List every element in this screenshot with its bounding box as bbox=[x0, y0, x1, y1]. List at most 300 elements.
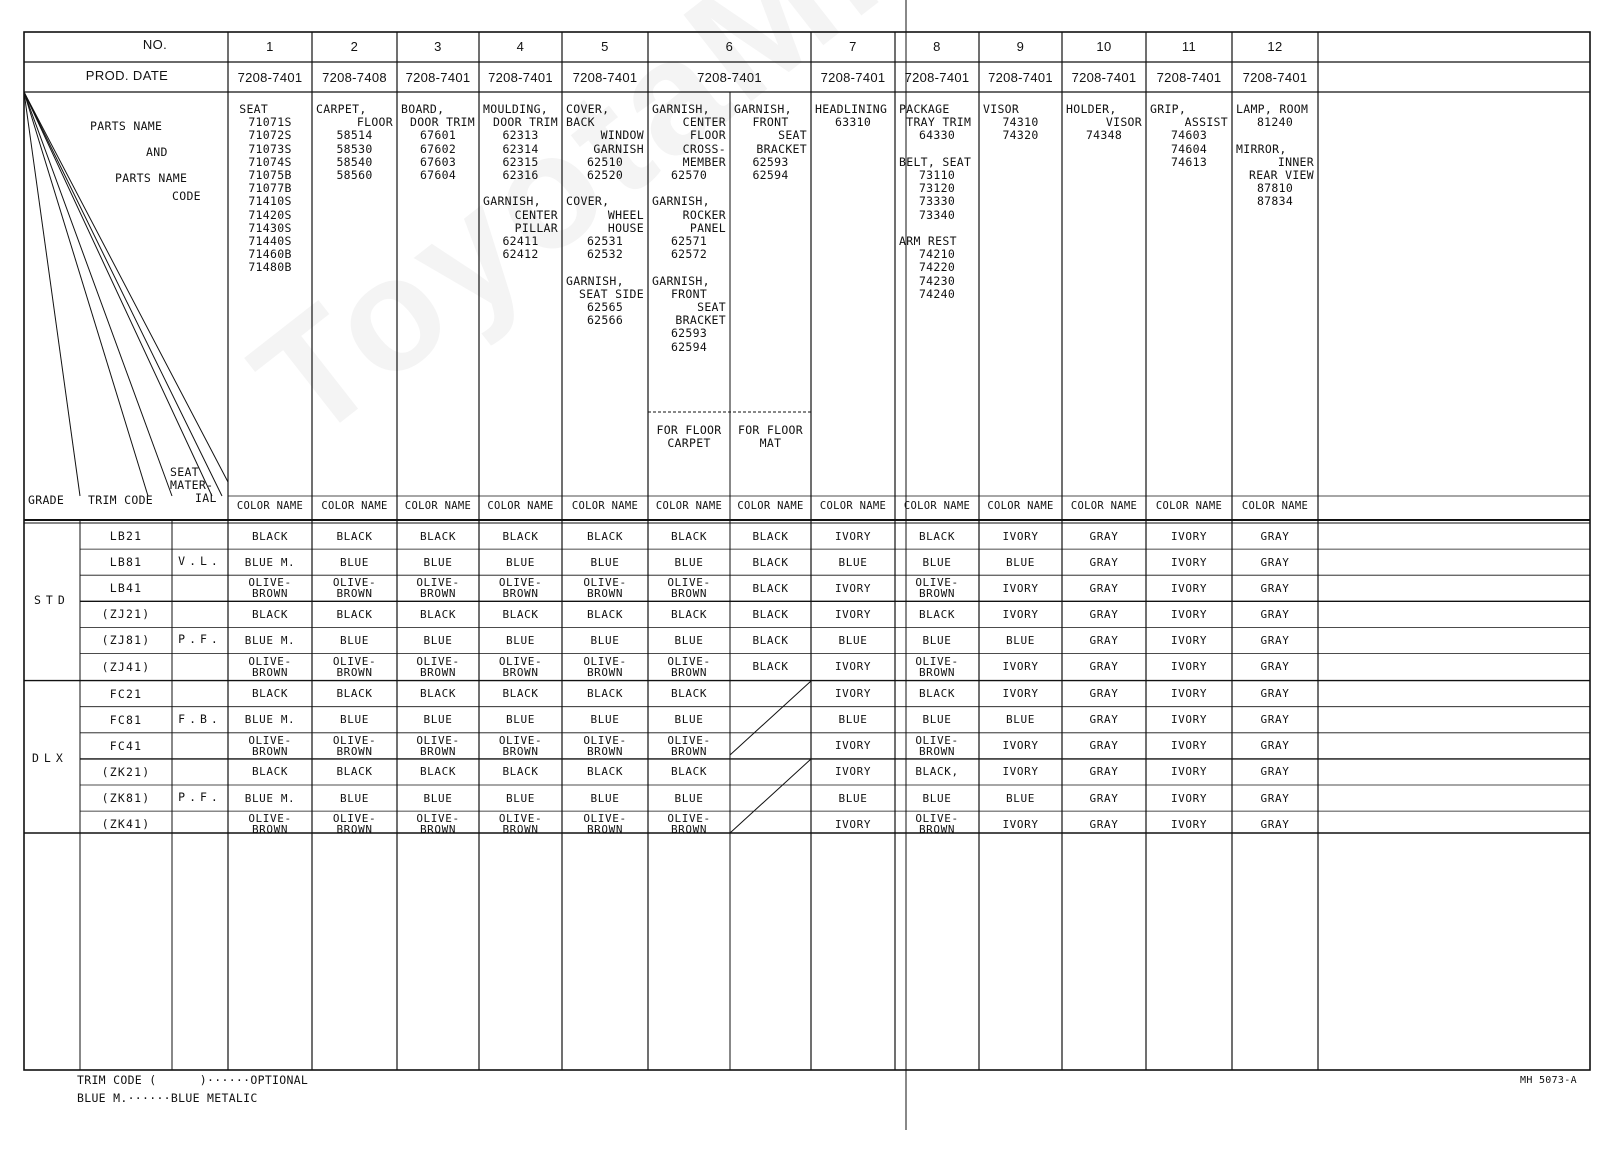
part-entry: GRIP, bbox=[1150, 102, 1187, 116]
part-entry: MOULDING, bbox=[483, 102, 549, 116]
color-cell: BLACK bbox=[419, 765, 457, 779]
part-entry: 62520 bbox=[586, 168, 624, 182]
color-cell: IVORY bbox=[834, 739, 872, 753]
part-entry: SEAT SIDE bbox=[578, 286, 644, 301]
color-cell: IVORY bbox=[1002, 581, 1039, 595]
color-cell: BLACK bbox=[918, 607, 956, 621]
color-name-header: COLOR NAME bbox=[737, 500, 804, 512]
color-cell: BLUE bbox=[674, 633, 704, 647]
column-number: 6 bbox=[725, 39, 734, 54]
color-cell: IVORY bbox=[1170, 529, 1208, 543]
trim-code: FC81 bbox=[109, 712, 143, 727]
part-entry: BRACKET bbox=[675, 313, 726, 328]
color-cell: BLUE bbox=[1006, 633, 1035, 647]
seat-material: P.F. bbox=[178, 790, 222, 804]
floor-type-subheader: FOR FLOOR MAT bbox=[737, 423, 803, 450]
grade-label: STD bbox=[34, 593, 70, 608]
color-cell: GRAY bbox=[1089, 687, 1119, 701]
color-cell: GRAY bbox=[1260, 607, 1290, 621]
color-cell: BLUE bbox=[922, 633, 952, 647]
part-entry: 87834 bbox=[1256, 194, 1294, 209]
color-name-header: COLOR NAME bbox=[487, 500, 554, 512]
part-entry: 71072S bbox=[248, 128, 292, 143]
part-entry: 71430S bbox=[248, 220, 292, 235]
column-number: 10 bbox=[1096, 39, 1112, 54]
color-cell: OLIVE- BROWN bbox=[248, 812, 292, 837]
color-cell: IVORY bbox=[1170, 660, 1208, 674]
part-entry: PANEL bbox=[689, 220, 726, 235]
part-entry: WINDOW bbox=[600, 128, 644, 143]
part-entry: HOLDER, bbox=[1066, 102, 1117, 116]
color-cell: OLIVE- BROWN bbox=[915, 654, 959, 679]
color-cell: OLIVE- BROWN bbox=[332, 733, 377, 758]
color-cell: IVORY bbox=[1002, 607, 1039, 621]
color-cell: GRAY bbox=[1089, 633, 1119, 647]
color-cell: BLACK bbox=[251, 765, 289, 779]
part-entry: FRONT bbox=[752, 115, 789, 130]
color-cell: BLACK bbox=[419, 607, 457, 621]
color-cell: BLUE M. bbox=[244, 713, 296, 727]
color-cell: BLUE M. bbox=[244, 791, 296, 805]
part-entry: GARNISH bbox=[593, 141, 644, 156]
trim-code: LB41 bbox=[109, 581, 143, 596]
part-entry: 62411 bbox=[502, 234, 539, 248]
column-number: 4 bbox=[516, 39, 525, 54]
color-cell: BLUE bbox=[506, 713, 535, 727]
color-cell: IVORY bbox=[1170, 633, 1208, 647]
part-entry: 71071S bbox=[248, 115, 292, 130]
color-cell: IVORY bbox=[1170, 739, 1208, 753]
color-cell: OLIVE- BROWN bbox=[498, 733, 543, 758]
part-entry: TRAY TRIM bbox=[899, 115, 972, 130]
trim-code: (ZK21) bbox=[101, 764, 151, 779]
part-entry: 62594 bbox=[670, 339, 708, 354]
color-cell: BLACK bbox=[918, 529, 956, 543]
part-entry: 74230 bbox=[918, 273, 956, 288]
color-cell: BLACK bbox=[251, 529, 289, 543]
color-cell: BLACK bbox=[419, 529, 457, 543]
color-cell: OLIVE- BROWN bbox=[332, 576, 377, 601]
seat-material: V.L. bbox=[178, 554, 222, 569]
part-entry: FLOOR bbox=[689, 128, 726, 143]
color-name-header: COLOR NAME bbox=[571, 500, 639, 512]
column-number: 3 bbox=[434, 39, 442, 54]
color-name-header: COLOR NAME bbox=[1155, 500, 1223, 512]
part-entry: 67601 bbox=[419, 128, 457, 143]
color-cell: BLACK bbox=[502, 529, 539, 543]
color-cell: BLACK bbox=[670, 607, 708, 621]
part-entry: PACKAGE bbox=[899, 102, 950, 116]
color-cell: GRAY bbox=[1089, 555, 1119, 569]
part-entry: 62532 bbox=[586, 247, 624, 262]
color-cell: BLUE bbox=[423, 633, 453, 647]
part-entry: 74210 bbox=[918, 247, 956, 262]
color-cell: BLUE bbox=[340, 713, 369, 727]
color-cell: GRAY bbox=[1089, 817, 1119, 831]
part-entry: 58540 bbox=[336, 154, 373, 169]
color-cell: BLUE bbox=[838, 633, 868, 647]
trim-code: FC41 bbox=[109, 738, 143, 753]
part-entry: 62571 bbox=[670, 234, 708, 248]
trim-code: LB81 bbox=[109, 555, 143, 570]
color-cell: BLUE bbox=[423, 791, 453, 805]
part-entry: 62315 bbox=[502, 154, 539, 169]
not-applicable-slash bbox=[730, 759, 811, 833]
color-cell: GRAY bbox=[1260, 713, 1290, 727]
color-cell: GRAY bbox=[1260, 555, 1290, 569]
color-cell: BLUE bbox=[506, 555, 535, 569]
part-entry: 74348 bbox=[1085, 128, 1123, 143]
part-entry: 58514 bbox=[336, 128, 373, 143]
color-name-header: COLOR NAME bbox=[987, 500, 1054, 512]
floor-type-subheader: FOR FLOOR CARPET bbox=[656, 423, 722, 450]
trim-code: (ZK41) bbox=[101, 817, 151, 832]
color-cell: GRAY bbox=[1089, 660, 1119, 674]
seat-material: P.F. bbox=[178, 632, 222, 647]
color-cell: BLUE bbox=[340, 555, 369, 569]
color-cell: OLIVE- BROWN bbox=[915, 812, 959, 837]
color-cell: BLACK bbox=[670, 529, 708, 543]
part-entry: CROSS- bbox=[682, 141, 726, 156]
part-entry: GARNISH, bbox=[652, 194, 710, 209]
color-cell: BLUE bbox=[1006, 713, 1035, 727]
part-entry: 67602 bbox=[419, 141, 457, 156]
part-entry: 74613 bbox=[1170, 154, 1208, 169]
part-entry: 62593 bbox=[752, 154, 789, 169]
color-cell: IVORY bbox=[1170, 555, 1208, 569]
color-cell: IVORY bbox=[1170, 713, 1208, 727]
part-entry: CENTER bbox=[682, 115, 726, 130]
part-entry: 62313 bbox=[502, 128, 539, 143]
column-number: 8 bbox=[933, 39, 941, 54]
part-entry: 62314 bbox=[502, 141, 539, 156]
color-cell: IVORY bbox=[834, 607, 872, 621]
color-cell: BLUE bbox=[590, 633, 620, 647]
color-cell: BLACK bbox=[586, 529, 624, 543]
part-entry: 71075B bbox=[248, 168, 292, 182]
color-cell: OLIVE- BROWN bbox=[416, 812, 460, 837]
part-entry: 74604 bbox=[1170, 141, 1208, 156]
column-number: 7 bbox=[849, 39, 857, 54]
part-entry: 71077B bbox=[248, 181, 292, 196]
color-cell: GRAY bbox=[1089, 765, 1119, 779]
color-cell: BLUE bbox=[590, 791, 620, 805]
color-cell: IVORY bbox=[1002, 660, 1039, 674]
column-number: 2 bbox=[350, 39, 359, 54]
prod-date: 7208-7401 bbox=[237, 70, 303, 85]
color-cell: GRAY bbox=[1089, 739, 1119, 753]
color-cell: IVORY bbox=[1170, 765, 1208, 779]
part-entry: LAMP, ROOM bbox=[1236, 102, 1309, 116]
color-cell: BLUE M. bbox=[244, 633, 296, 647]
color-cell: GRAY bbox=[1260, 817, 1290, 831]
part-entry: 62565 bbox=[586, 300, 624, 314]
part-entry: 58530 bbox=[336, 141, 373, 156]
color-cell: IVORY bbox=[834, 660, 872, 674]
color-cell: BLUE bbox=[423, 555, 453, 569]
color-cell: BLUE bbox=[922, 713, 952, 727]
part-entry: BELT, SEAT bbox=[899, 154, 972, 169]
color-cell: IVORY bbox=[1002, 765, 1039, 779]
part-entry: HEADLINING bbox=[815, 102, 888, 116]
part-entry: FRONT bbox=[670, 286, 708, 301]
seat-label: SEAT bbox=[170, 465, 199, 479]
prod-date: 7208-7401 bbox=[820, 70, 886, 85]
part-entry: GARNISH, bbox=[734, 102, 792, 116]
color-cell: OLIVE- BROWN bbox=[583, 733, 627, 758]
prod-date: 7208-7401 bbox=[904, 70, 970, 85]
color-cell: OLIVE- BROWN bbox=[915, 576, 959, 601]
color-cell: BLUE bbox=[838, 791, 868, 805]
color-cell: IVORY bbox=[834, 765, 872, 779]
and-label: AND bbox=[146, 145, 168, 159]
color-cell: BLACK bbox=[586, 765, 624, 779]
color-cell: IVORY bbox=[1002, 739, 1039, 753]
no-header: NO. bbox=[142, 37, 168, 52]
part-entry: GARNISH, bbox=[566, 273, 624, 288]
part-entry: 71074S bbox=[248, 154, 292, 169]
color-cell: GRAY bbox=[1089, 529, 1119, 543]
part-entry: GARNISH, bbox=[652, 102, 710, 116]
color-cell: BLACK bbox=[752, 529, 789, 543]
color-cell: GRAY bbox=[1260, 791, 1290, 805]
color-name-header: COLOR NAME bbox=[404, 500, 472, 512]
color-name-header: COLOR NAME bbox=[321, 500, 388, 512]
column-number: 11 bbox=[1181, 39, 1197, 54]
part-entry: 62570 bbox=[670, 168, 708, 182]
part-entry: 74220 bbox=[918, 260, 956, 275]
prod-date: 7208-7401 bbox=[988, 70, 1053, 85]
not-applicable-slash bbox=[730, 681, 811, 755]
parts-name-label-2: PARTS NAME bbox=[115, 171, 188, 185]
color-cell: BLUE bbox=[674, 713, 704, 727]
part-entry: 74310 bbox=[1002, 115, 1039, 130]
part-entry: COVER, bbox=[566, 194, 610, 209]
color-cell: BLACK bbox=[752, 555, 789, 569]
prod-date: 7208-7401 bbox=[1156, 70, 1222, 85]
color-cell: OLIVE- BROWN bbox=[667, 576, 711, 601]
color-cell: GRAY bbox=[1260, 765, 1290, 779]
trim-code: (ZJ81) bbox=[101, 633, 151, 648]
color-cell: BLACK bbox=[752, 633, 789, 647]
color-cell: BLACK bbox=[336, 687, 373, 701]
color-name-header: COLOR NAME bbox=[819, 500, 887, 512]
ial-label: IAL bbox=[195, 491, 217, 505]
color-cell: BLACK bbox=[752, 660, 789, 674]
part-entry: 71480B bbox=[248, 260, 292, 275]
color-cell: OLIVE- BROWN bbox=[915, 733, 959, 758]
color-cell: IVORY bbox=[1170, 817, 1208, 831]
part-entry: HOUSE bbox=[607, 220, 644, 235]
color-cell: IVORY bbox=[1002, 529, 1039, 543]
color-cell: BLUE bbox=[674, 791, 704, 805]
grade-label: DLX bbox=[32, 750, 68, 765]
part-entry: 67603 bbox=[419, 154, 457, 169]
color-cell: GRAY bbox=[1089, 607, 1119, 621]
color-cell: BLUE bbox=[1006, 555, 1035, 569]
part-entry: VISOR bbox=[983, 102, 1020, 116]
color-cell: IVORY bbox=[1002, 817, 1039, 831]
trim-code: FC21 bbox=[109, 686, 143, 701]
part-entry: 62510 bbox=[586, 154, 624, 169]
color-cell: GRAY bbox=[1260, 687, 1290, 701]
color-cell: BLACK bbox=[336, 607, 373, 621]
color-cell: GRAY bbox=[1089, 713, 1119, 727]
color-cell: BLACK bbox=[752, 607, 789, 621]
prod-date: 7208-7401 bbox=[488, 70, 553, 85]
prod-date: 7208-7401 bbox=[1071, 70, 1137, 85]
part-entry: 62412 bbox=[502, 247, 539, 262]
color-cell: OLIVE- BROWN bbox=[498, 812, 543, 837]
color-cell: OLIVE- BROWN bbox=[416, 733, 460, 758]
part-entry: INNER bbox=[1277, 154, 1314, 169]
trim-code: (ZK81) bbox=[101, 791, 151, 805]
part-entry: 71410S bbox=[248, 194, 292, 209]
color-cell: BLUE bbox=[506, 791, 535, 805]
color-name-header: COLOR NAME bbox=[1070, 500, 1138, 512]
part-entry: COVER, bbox=[566, 102, 610, 116]
color-cell: IVORY bbox=[834, 529, 872, 543]
part-entry: GARNISH, bbox=[652, 273, 710, 288]
part-entry: 71460B bbox=[248, 247, 292, 262]
part-entry: 74603 bbox=[1170, 128, 1208, 143]
color-cell: BLACK bbox=[502, 687, 539, 701]
part-entry: 73340 bbox=[918, 207, 956, 222]
color-cell: BLACK bbox=[251, 687, 289, 701]
grade-header: GRADE bbox=[28, 493, 65, 507]
part-entry: BACK bbox=[566, 115, 595, 130]
corner-diagonal bbox=[24, 92, 222, 496]
color-cell: BLUE bbox=[838, 555, 868, 569]
color-cell: OLIVE- BROWN bbox=[416, 576, 460, 601]
prod-date: 7208-7401 bbox=[405, 70, 471, 85]
prod-date: 7208-7408 bbox=[322, 70, 387, 85]
column-number: 1 bbox=[266, 39, 274, 54]
color-cell: GRAY bbox=[1089, 791, 1119, 805]
part-entry: BOARD, bbox=[401, 102, 445, 116]
color-cell: BLACK bbox=[336, 765, 373, 779]
color-name-header: COLOR NAME bbox=[655, 500, 723, 512]
parts-name-label: PARTS NAME bbox=[90, 119, 163, 133]
color-cell: OLIVE- BROWN bbox=[667, 812, 711, 837]
color-cell: GRAY bbox=[1260, 660, 1290, 674]
color-cell: IVORY bbox=[834, 581, 872, 595]
color-cell: BLUE bbox=[922, 555, 952, 569]
part-entry: MEMBER bbox=[682, 154, 726, 169]
color-cell: OLIVE- BROWN bbox=[332, 654, 377, 679]
trim-code: (ZJ21) bbox=[101, 607, 151, 622]
color-cell: OLIVE- BROWN bbox=[498, 654, 543, 679]
part-entry: 87810 bbox=[1256, 181, 1294, 196]
color-cell: OLIVE- BROWN bbox=[248, 733, 292, 758]
color-cell: BLACK bbox=[251, 607, 289, 621]
part-entry: SEAT bbox=[232, 102, 269, 116]
part-entry: ROCKER bbox=[682, 207, 726, 222]
color-cell: OLIVE- BROWN bbox=[332, 812, 377, 837]
color-cell: IVORY bbox=[1170, 581, 1208, 595]
part-entry: MIRROR, bbox=[1236, 141, 1287, 156]
color-cell: BLACK bbox=[670, 765, 708, 779]
column-number: 9 bbox=[1016, 39, 1025, 54]
part-entry: 71420S bbox=[248, 207, 292, 222]
color-cell: IVORY bbox=[1170, 791, 1208, 805]
part-entry: PILLAR bbox=[514, 220, 558, 235]
color-cell: IVORY bbox=[1002, 687, 1039, 701]
color-cell: BLUE bbox=[674, 555, 704, 569]
part-entry: BRACKET bbox=[756, 141, 807, 156]
part-entry: 62594 bbox=[752, 168, 789, 182]
color-cell: BLUE bbox=[340, 633, 369, 647]
part-entry: 62593 bbox=[670, 326, 708, 341]
color-name-header: COLOR NAME bbox=[236, 500, 304, 512]
part-entry: 62531 bbox=[586, 234, 624, 248]
part-entry: CENTER bbox=[514, 207, 558, 222]
color-cell: BLACK, bbox=[915, 765, 959, 779]
part-entry: 73110 bbox=[918, 168, 956, 182]
part-entry: DOOR TRIM bbox=[409, 115, 475, 130]
part-entry: SEAT bbox=[778, 128, 807, 143]
color-cell: BLACK bbox=[670, 687, 708, 701]
color-cell: BLUE bbox=[1006, 791, 1035, 805]
part-entry: 63310 bbox=[834, 115, 872, 130]
trim-code: (ZJ41) bbox=[101, 659, 151, 674]
part-entry: 62572 bbox=[670, 247, 708, 262]
color-cell: OLIVE- BROWN bbox=[416, 654, 460, 679]
part-entry: CARPET, bbox=[316, 102, 367, 116]
color-cell: BLUE bbox=[506, 633, 535, 647]
color-cell: BLACK bbox=[752, 581, 789, 595]
color-cell: BLACK bbox=[918, 687, 956, 701]
color-name-header: COLOR NAME bbox=[1241, 500, 1309, 512]
color-cell: BLUE bbox=[590, 713, 620, 727]
color-cell: BLACK bbox=[502, 607, 539, 621]
color-cell: OLIVE- BROWN bbox=[248, 654, 292, 679]
part-entry: DOOR TRIM bbox=[492, 115, 558, 130]
code-label: CODE bbox=[172, 189, 201, 203]
prod-date: 7208-7401 bbox=[697, 70, 762, 85]
prod-date: 7208-7401 bbox=[572, 70, 638, 85]
trim-code: LB21 bbox=[109, 529, 143, 543]
color-cell: IVORY bbox=[834, 687, 872, 701]
part-entry: ARM REST bbox=[899, 234, 957, 248]
color-cell: BLUE bbox=[838, 713, 868, 727]
color-cell: GRAY bbox=[1260, 581, 1290, 595]
footnote-blue-metalic: BLUE M.······BLUE METALIC bbox=[77, 1091, 258, 1105]
part-entry: 74240 bbox=[918, 286, 956, 301]
color-cell: BLACK bbox=[586, 687, 624, 701]
color-cell: OLIVE- BROWN bbox=[667, 733, 711, 758]
part-entry: 71440S bbox=[248, 234, 292, 248]
part-entry: 62566 bbox=[586, 313, 624, 328]
color-cell: OLIVE- BROWN bbox=[583, 654, 627, 679]
part-entry: WHEEL bbox=[607, 207, 644, 222]
color-cell: GRAY bbox=[1260, 529, 1290, 543]
part-entry: 58560 bbox=[336, 168, 373, 182]
color-cell: BLUE bbox=[340, 791, 369, 805]
column-number: 5 bbox=[601, 39, 609, 54]
color-cell: OLIVE- BROWN bbox=[583, 812, 627, 837]
part-entry: 62316 bbox=[502, 168, 539, 182]
color-cell: BLUE bbox=[922, 791, 952, 805]
mater-label: MATER- bbox=[170, 478, 214, 492]
color-cell: BLACK bbox=[586, 607, 624, 621]
seat-material: F.B. bbox=[178, 711, 222, 726]
part-entry: ASSIST bbox=[1184, 115, 1228, 130]
part-entry: 73120 bbox=[918, 181, 956, 196]
part-entry: 74320 bbox=[1002, 128, 1039, 143]
part-entry: 64330 bbox=[918, 128, 956, 143]
color-cell: BLUE bbox=[590, 555, 620, 569]
